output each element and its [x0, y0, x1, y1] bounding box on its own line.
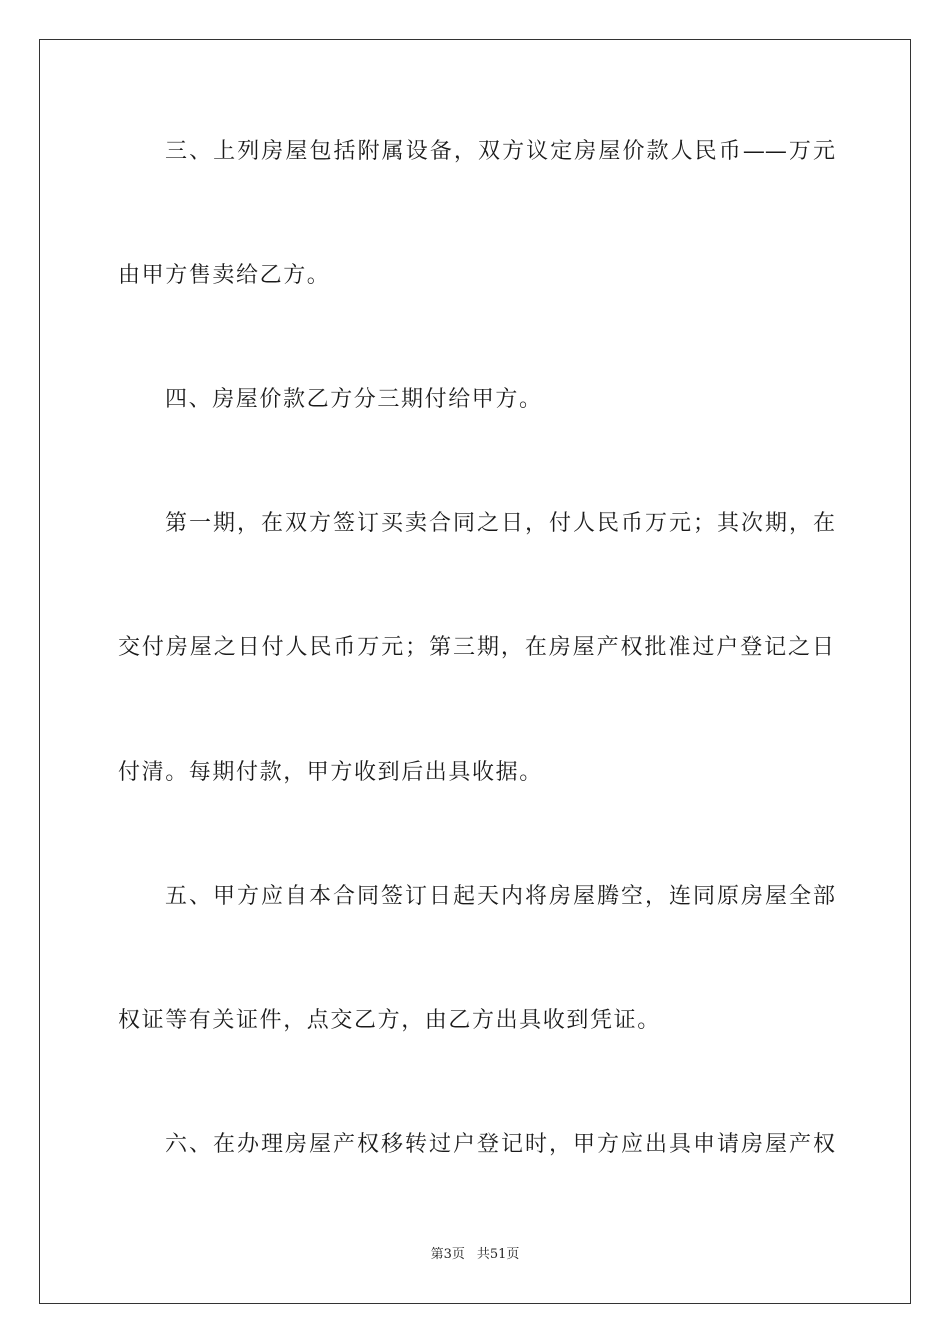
paragraph-line-2: 由甲方售卖给乙方。: [118, 263, 331, 288]
page-number: 第3页: [430, 1247, 465, 1262]
paragraph-line-4: 第一期，在双方签订买卖合同之日，付人民币万元；其次期，在: [165, 511, 835, 536]
page-footer: [0, 1246, 950, 1264]
paragraph-line-7: 五、甲方应自本合同签订日起天内将房屋腾空，连同原房屋全部: [165, 884, 835, 909]
paragraph-line-8: 权证等有关证件，点交乙方，由乙方出具收到凭证。: [118, 1008, 661, 1033]
paragraph-line-1: 三、上列房屋包括附属设备，双方议定房屋价款人民币——万元: [165, 139, 835, 164]
page-border: [39, 39, 911, 1304]
page-total: 共51页: [476, 1247, 520, 1262]
paragraph-line-5: 交付房屋之日付人民币万元；第三期，在房屋产权批准过户登记之日: [118, 635, 834, 660]
paragraph-line-3: 四、房屋价款乙方分三期付给甲方。: [165, 387, 543, 412]
paragraph-line-9: 六、在办理房屋产权移转过户登记时，甲方应出具申请房屋产权: [165, 1132, 835, 1157]
paragraph-line-6: 付清。每期付款，甲方收到后出具收据。: [118, 760, 543, 785]
